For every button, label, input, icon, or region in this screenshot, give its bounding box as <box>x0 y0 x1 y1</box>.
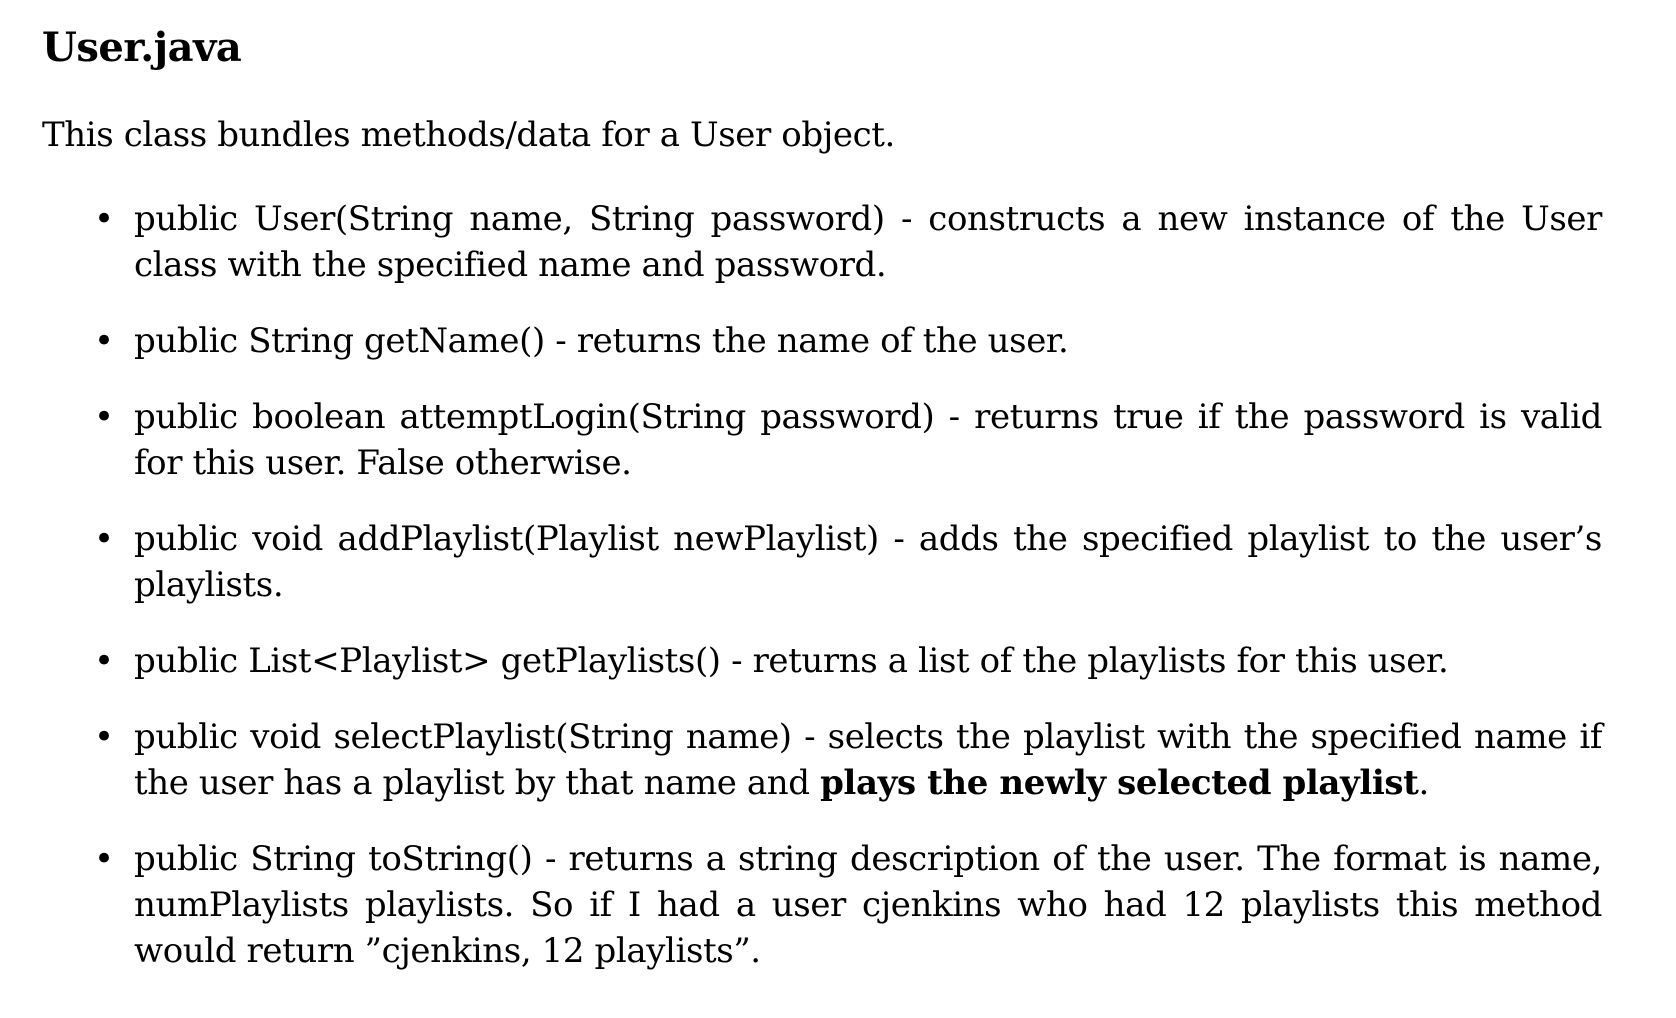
method-text: public boolean attemptLogin(String password) - returns true if the password is valid for this user. False otherwise. <box>134 397 1602 483</box>
method-text: public String toString() - returns a string description of the user. The format is name, numPlaylists playlists. So if I had a user cjenkins who had 12 playlists this method would return ”cjenkins, 12 playlists”. <box>134 839 1602 971</box>
method-item-getname <box>42 318 1602 364</box>
bullet-icon: • <box>94 519 114 559</box>
bullet-icon: • <box>94 321 114 361</box>
document-title: User.java <box>42 24 242 71</box>
bullet-icon: • <box>94 839 114 879</box>
method-emphasis: plays the newly selected playlist <box>820 763 1419 803</box>
method-item-tostring <box>42 836 1602 974</box>
method-text: public User(String name, String password) - constructs a new instance of the User class with the specified name and password. <box>134 199 1602 285</box>
method-text: public void selectPlaylist(String name) - selects the playlist with the specified name if the user has a playlist by that name and <box>134 717 1602 803</box>
method-item-addplaylist <box>42 516 1602 608</box>
bullet-icon: • <box>94 199 114 239</box>
method-item-getplaylists <box>42 638 1602 684</box>
method-item-constructor <box>42 196 1602 288</box>
method-text: public void addPlaylist(Playlist newPlaylist) - adds the specified playlist to the user’s playlists. <box>134 519 1602 605</box>
class-description: This class bundles methods/data for a User object. <box>42 115 895 155</box>
bullet-icon: • <box>94 397 114 437</box>
method-item-attemptlogin <box>42 394 1602 486</box>
method-text: public String getName() - returns the name of the user. <box>134 321 1069 361</box>
bullet-icon: • <box>94 717 114 757</box>
method-item-selectplaylist <box>42 714 1602 806</box>
document-page <box>42 22 1602 1004</box>
method-text: public List<Playlist> getPlaylists() - returns a list of the playlists for this user. <box>134 641 1449 681</box>
bullet-icon: • <box>94 641 114 681</box>
method-text-end: . <box>1418 763 1429 803</box>
method-list <box>42 196 1602 974</box>
